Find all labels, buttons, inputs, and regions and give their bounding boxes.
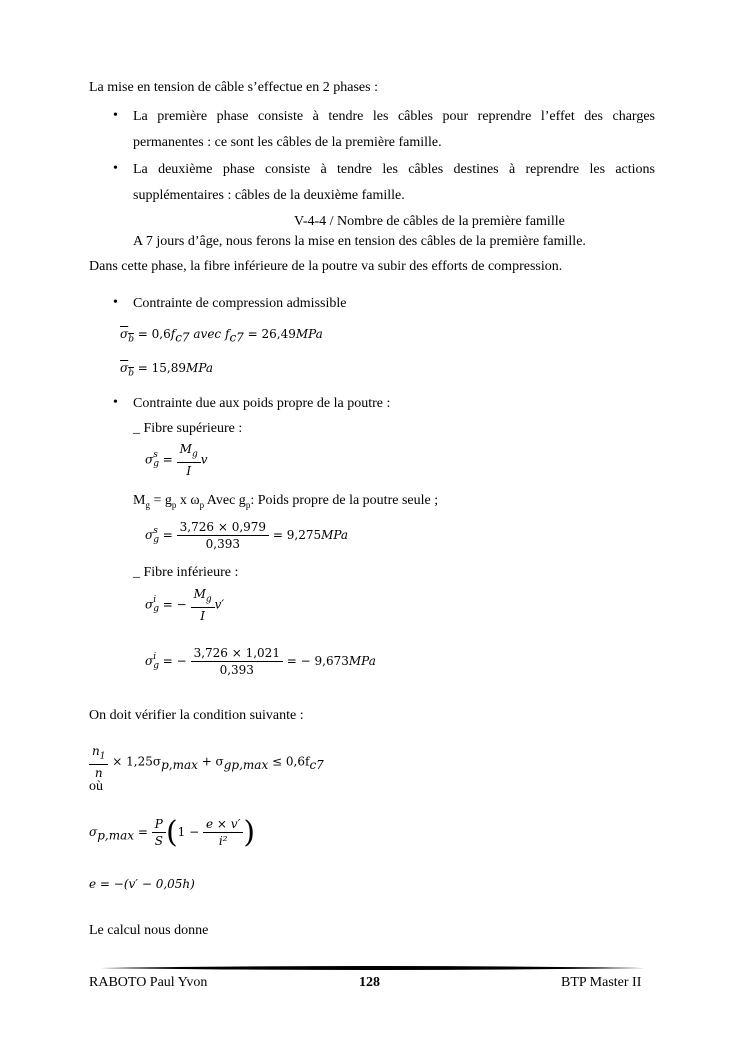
bullet-icon: • [113,161,118,176]
fibre-superieure-label: _ Fibre supérieure : [133,421,243,436]
bullet-poids-propre: Contrainte due aux poids propre de la poutre : [133,396,391,411]
phase2-line1: La deuxième phase consiste à tendre les câbles destines à reprendre les actions [133,162,655,177]
footer-page-number: 128 [359,975,380,990]
equation-sigma-inf: σi g = − $\frac{M_g}{I}$ v′ [145,587,225,624]
intro-text: La mise en tension de câble s’effectue en 2 phases : [89,80,378,95]
condition-text: On doit vérifier la condition suivante : [89,708,304,723]
sigma-pmax-equation: $\sigma_{p,max}$ = $\frac{P}{S}$ (1 − $\frac{e \times v'}{\text{i²}}$ ) [89,815,256,850]
bullet-compression: Contrainte de compression admissible [133,296,347,311]
equation-sigma-sup: σs g = $\frac{M_g}{I}$ v [145,442,208,479]
paragraph-2: Dans cette phase, la fibre inférieure de la poutre va subir des efforts de compression. [89,259,563,274]
section-title: V-4-4 / Nombre de câbles de la première famille [294,214,565,229]
phase2-line2: supplémentaires : câbles de la deuxième famille. [133,188,405,203]
bullet-icon: • [113,108,118,123]
footer-divider [100,963,645,973]
paragraph-1: A 7 jours d’âge, nous ferons la mise en tension des câbles de la première famille. [133,234,586,249]
equation-sigma-b-admissible: $\sigma_b = 0,6f_{c7}$ avec $f_{c7} = 26,49MPa$ [120,327,323,345]
phase1-line2: permanentes : ce sont les câbles de la première famille. [133,135,442,150]
footer-author: RABOTO Paul Yvon [89,975,208,990]
footer-course: BTP Master II [561,975,642,990]
equation-sigma-b-value: $\sigma_b = 15,89MPa$ [120,361,214,379]
e-equation: e = −(v′ − 0,05h) [89,877,195,891]
equation-sigma-sup-value: σs g = $\frac{3,726 \times 0,979}{0,393}$ = 9,275MPa [145,520,349,551]
mg-definition: $M_g = g_p$ x $\omega_p$ Avec $g_p$: Poids propre de la poutre seule ; [133,493,439,510]
condition-equation: $\frac{n_1}{n}$ × $1,25\sigma_{p,max} + \sigma_{gp,max} \le 0,6f_{c7}$ [89,743,324,781]
equation-sigma-inf-value: σi g = − $\frac{3,726 \times 1,021}{0,393}$ = − 9,673MPa [145,646,376,677]
ou-text: où [89,779,103,794]
bullet-icon: • [113,395,118,410]
phase1-line1: La première phase consiste à tendre les câbles pour reprendre l’effet des charges [133,109,655,124]
fibre-inferieure-label: _ Fibre inférieure : [133,565,239,580]
calc-text: Le calcul nous donne [89,923,209,938]
bullet-icon: • [113,295,118,310]
